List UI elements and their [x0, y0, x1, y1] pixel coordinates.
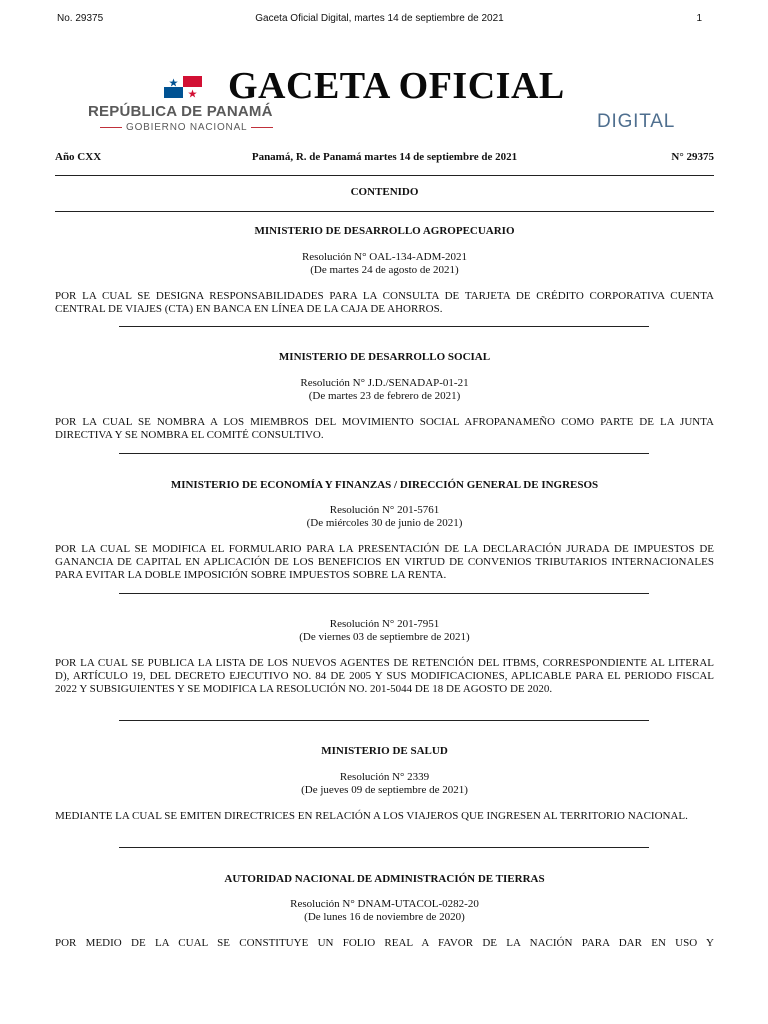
divider: [119, 326, 649, 327]
gazette-title-text: GACETA OFICIAL: [228, 65, 565, 107]
resolution-number: Resolución N° DNAM-UTACOL-0282-20: [290, 898, 479, 910]
ministry-heading: MINISTERIO DE SALUD: [321, 745, 448, 757]
gazette-number: N° 29375: [671, 151, 714, 163]
running-header: [57, 13, 702, 27]
resolution-number: Resolución N° J.D./SENADAP-01-21: [300, 377, 469, 389]
running-title: Gaceta Oficial Digital, martes 14 de septiembre de 2021: [255, 13, 504, 24]
year-label: Año CXX: [55, 151, 102, 163]
dateline: [55, 151, 714, 167]
divider: [119, 847, 649, 848]
divider: [55, 175, 714, 176]
divider: [119, 720, 649, 721]
ministry-heading: MINISTERIO DE DESARROLLO AGROPECUARIO: [254, 225, 515, 237]
gobierno-text: GOBIERNO NACIONAL: [126, 122, 248, 133]
right-dash: [251, 127, 273, 128]
resolution-description: POR LA CUAL SE DESIGNA RESPONSABILIDADES PARA LA CONSULTA DE TARJETA DE CRÉDITO CORPORATIVA CUENTA CENTRAL DE VIAJES (CTA) EN BANCA EN LÍNEA DE LA CAJA DE AHORROS.: [55, 290, 714, 315]
left-dash: [100, 127, 122, 128]
divider: [119, 453, 649, 454]
resolution-description: MEDIANTE LA CUAL SE EMITEN DIRECTRICES EN RELACIÓN A LOS VIAJEROS QUE INGRESEN AL TERRITORIO NACIONAL.: [55, 810, 688, 822]
resolution-date: (De miércoles 30 de junio de 2021): [306, 517, 463, 529]
resolution-date: (De martes 23 de febrero de 2021): [308, 390, 461, 402]
resolution-description: POR LA CUAL SE MODIFICA EL FORMULARIO PARA LA PRESENTACIÓN DE LA DECLARACIÓN JURADA DE IMPUESTOS DE GANANCIA DE CAPITAL EN APLICACIÓN DE LOS BENEFICIOS EN VIRTUD DE CONVENIOS TRIBUTARIOS INTERNACIONALES PARA EVITAR LA DOBLE IMPOSICIÓN SOBRE IMPUESTOS SOBRE LA RENTA.: [55, 543, 714, 581]
resolution-description: POR LA CUAL SE PUBLICA LA LISTA DE LOS NUEVOS AGENTES DE RETENCIÓN DEL ITBMS, CORRESPONDIENTE AL LITERAL D), ARTÍCULO 19, DEL DECRETO EJECUTIVO NO. 84 DE 2005 Y SUS MODIFICACIONES, APLICABLE PARA EL PERIODO FISCAL 2022 Y SUBSIGUIENTES Y SE MODIFICA LA RESOLUCIÓN NO. 201-5044 DE 18 DE AGOSTO DE 2020.: [55, 657, 714, 695]
place-date: Panamá, R. de Panamá martes 14 de septiembre de 2021: [251, 151, 518, 163]
resolution-date: (De lunes 16 de noviembre de 2020): [304, 911, 465, 923]
resolution-date: (De jueves 09 de septiembre de 2021): [301, 784, 468, 796]
divider: [55, 211, 714, 212]
ministry-heading: AUTORIDAD NACIONAL DE ADMINISTRACIÓN DE TIERRAS: [224, 873, 545, 885]
ministry-heading: MINISTERIO DE DESARROLLO SOCIAL: [278, 351, 491, 363]
contents-heading: CONTENIDO: [350, 186, 419, 198]
panama-flag-icon: [164, 76, 202, 98]
resolution-description: POR MEDIO DE LA CUAL SE CONSTITUYE UN FOLIO REAL A FAVOR DE LA NACIÓN PARA DAR EN USO Y: [55, 937, 714, 949]
digital-label: DIGITAL: [597, 111, 676, 132]
resolution-number: Resolución N° OAL-134-ADM-2021: [301, 251, 468, 263]
ministry-heading: MINISTERIO DE ECONOMÍA Y FINANZAS / DIRECCIÓN GENERAL DE INGRESOS: [170, 479, 599, 491]
gobierno-label: [96, 122, 277, 133]
resolution-description: POR LA CUAL SE NOMBRA A LOS MIEMBROS DEL MOVIMIENTO SOCIAL AFROPANAMEÑO COMO PARTE DE LA JUNTA DIRECTIVA Y SE NOMBRA EL COMITÉ CONSULTIVO.: [55, 416, 714, 441]
masthead: [80, 62, 680, 142]
issue-number: No. 29375: [57, 13, 104, 24]
republica-label: REPÚBLICA DE PANAMÁ: [88, 103, 273, 120]
resolution-number: Resolución N° 2339: [339, 771, 430, 783]
divider: [119, 593, 649, 594]
gazette-title: [228, 64, 565, 108]
resolution-date: (De viernes 03 de septiembre de 2021): [299, 631, 470, 643]
resolution-number: Resolución N° 201-5761: [329, 504, 440, 516]
resolution-number: Resolución N° 201-7951: [329, 618, 440, 630]
resolution-date: (De martes 24 de agosto de 2021): [310, 264, 459, 276]
page-number: 1: [696, 13, 702, 24]
